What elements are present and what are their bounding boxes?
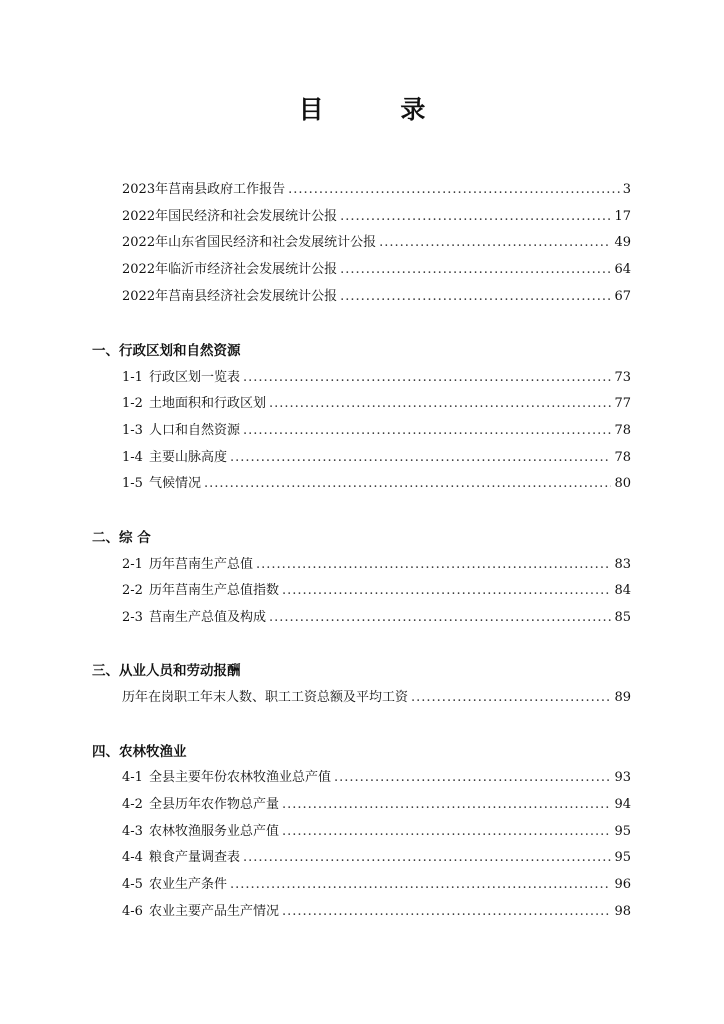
toc-entry-page: 95 bbox=[614, 824, 631, 839]
toc-entry-page: 78 bbox=[614, 450, 631, 465]
leader-dots bbox=[411, 688, 611, 708]
toc-entry-page: 64 bbox=[614, 262, 631, 277]
toc-entry-code: 1-4 bbox=[122, 450, 143, 465]
toc-entry-text: 2022年莒南县经济社会发展统计公报 bbox=[122, 289, 338, 304]
toc-entry[interactable] bbox=[122, 260, 631, 280]
leader-dots bbox=[334, 768, 612, 788]
leader-dots bbox=[282, 822, 612, 842]
toc-entry-code: 4-2 bbox=[122, 797, 143, 812]
toc-entry[interactable] bbox=[122, 448, 631, 468]
toc-entry-code: 4-1 bbox=[122, 770, 143, 785]
leader-dots bbox=[282, 902, 612, 922]
toc-entry-page: 85 bbox=[614, 610, 631, 625]
toc-entry-text: 2022年临沂市经济社会发展统计公报 bbox=[122, 262, 338, 277]
toc-entry-page: 77 bbox=[614, 396, 631, 411]
toc-entry-text: 历年莒南生产总值指数 bbox=[148, 583, 279, 598]
toc-entry[interactable] bbox=[122, 207, 631, 227]
toc-entry-page: 96 bbox=[614, 877, 631, 892]
toc-entry-text: 行政区划一览表 bbox=[148, 370, 240, 385]
toc-entry-code: 2-3 bbox=[122, 610, 143, 625]
toc-entry-text: 农林牧渔服务业总产值 bbox=[148, 824, 279, 839]
leader-dots bbox=[243, 368, 612, 388]
leader-dots bbox=[204, 474, 612, 494]
leader-dots bbox=[282, 581, 612, 601]
section-heading: 三、从业人员和劳动报酬 bbox=[92, 663, 241, 679]
section-heading: 四、农林牧渔业 bbox=[92, 744, 187, 760]
toc-entry-page: 78 bbox=[614, 423, 631, 438]
toc-entry-page: 93 bbox=[614, 770, 631, 785]
toc-entry[interactable] bbox=[122, 287, 631, 307]
toc-entry[interactable] bbox=[122, 581, 631, 601]
toc-entry-page: 84 bbox=[614, 583, 631, 598]
toc-entry[interactable] bbox=[122, 822, 631, 842]
toc-entry-text: 历年在岗职工年末人数、职工工资总额及平均工资 bbox=[122, 690, 409, 705]
toc-entry[interactable] bbox=[122, 180, 631, 200]
toc-entry[interactable] bbox=[122, 768, 631, 788]
toc-entry[interactable] bbox=[122, 474, 631, 494]
toc-entry[interactable] bbox=[122, 848, 631, 868]
leader-dots bbox=[230, 875, 612, 895]
toc-entry-page: 94 bbox=[614, 797, 631, 812]
toc-entry-text: 人口和自然资源 bbox=[148, 423, 240, 438]
leader-dots bbox=[282, 795, 612, 815]
toc-entry-page: 3 bbox=[622, 182, 631, 197]
toc-entry-code: 4-4 bbox=[122, 850, 143, 865]
toc-entry-code: 1-5 bbox=[122, 476, 143, 491]
toc-entry-page: 89 bbox=[614, 690, 631, 705]
toc-entry-code: 1-3 bbox=[122, 423, 143, 438]
section-heading: 二、综 合 bbox=[92, 530, 151, 546]
leader-dots bbox=[288, 180, 620, 200]
toc-entry-code: 4-3 bbox=[122, 824, 143, 839]
leader-dots bbox=[269, 608, 612, 628]
toc-entry-text: 全县主要年份农林牧渔业总产值 bbox=[148, 770, 331, 785]
leader-dots bbox=[243, 848, 612, 868]
toc-entry-code: 2-1 bbox=[122, 557, 143, 572]
leader-dots bbox=[269, 394, 612, 414]
toc-entry-page: 98 bbox=[614, 904, 631, 919]
leader-dots bbox=[230, 448, 612, 468]
toc-entry-text: 农业主要产品生产情况 bbox=[148, 904, 279, 919]
toc-entry[interactable] bbox=[122, 555, 631, 575]
toc-entry[interactable] bbox=[122, 688, 631, 708]
toc-entry[interactable] bbox=[122, 875, 631, 895]
toc-entry-code: 1-1 bbox=[122, 370, 143, 385]
toc-entry-code: 4-5 bbox=[122, 877, 143, 892]
leader-dots bbox=[256, 555, 612, 575]
toc-entry-text: 全县历年农作物总产量 bbox=[148, 797, 279, 812]
toc-entry[interactable] bbox=[122, 795, 631, 815]
toc-entry-page: 49 bbox=[614, 235, 631, 250]
section-heading: 一、行政区划和自然资源 bbox=[92, 343, 241, 359]
toc-entry-text: 2023年莒南县政府工作报告 bbox=[122, 182, 286, 197]
leader-dots bbox=[243, 421, 612, 441]
toc-entry-page: 67 bbox=[614, 289, 631, 304]
toc-entry-page: 83 bbox=[614, 557, 631, 572]
leader-dots bbox=[340, 207, 611, 227]
toc-entry[interactable] bbox=[122, 421, 631, 441]
toc-entry[interactable] bbox=[122, 368, 631, 388]
toc-entry-code: 1-2 bbox=[122, 396, 143, 411]
toc-entry-page: 73 bbox=[614, 370, 631, 385]
page-title: 目 录 bbox=[298, 95, 460, 124]
toc-entry-page: 95 bbox=[614, 850, 631, 865]
toc-entry-text: 土地面积和行政区划 bbox=[148, 396, 266, 411]
toc-entry-text: 历年莒南生产总值 bbox=[148, 557, 253, 572]
leader-dots bbox=[340, 287, 611, 307]
toc-entry-text: 主要山脉高度 bbox=[148, 450, 227, 465]
leader-dots bbox=[379, 233, 611, 253]
toc-entry-code: 2-2 bbox=[122, 583, 143, 598]
leader-dots bbox=[340, 260, 611, 280]
toc-entry-text: 粮食产量调查表 bbox=[148, 850, 240, 865]
toc-entry-page: 80 bbox=[614, 476, 631, 491]
toc-entry-text: 气候情况 bbox=[148, 476, 201, 491]
toc-entry[interactable] bbox=[122, 394, 631, 414]
toc-entry[interactable] bbox=[122, 902, 631, 922]
toc-entry[interactable] bbox=[122, 233, 631, 253]
toc-entry-code: 4-6 bbox=[122, 904, 143, 919]
toc-entry-text: 莒南生产总值及构成 bbox=[148, 610, 266, 625]
toc-entry-text: 农业生产条件 bbox=[148, 877, 227, 892]
toc-entry[interactable] bbox=[122, 608, 631, 628]
toc-entry-page: 17 bbox=[614, 209, 631, 224]
toc-entry-text: 2022年山东省国民经济和社会发展统计公报 bbox=[122, 235, 377, 250]
toc-entry-text: 2022年国民经济和社会发展统计公报 bbox=[122, 209, 338, 224]
